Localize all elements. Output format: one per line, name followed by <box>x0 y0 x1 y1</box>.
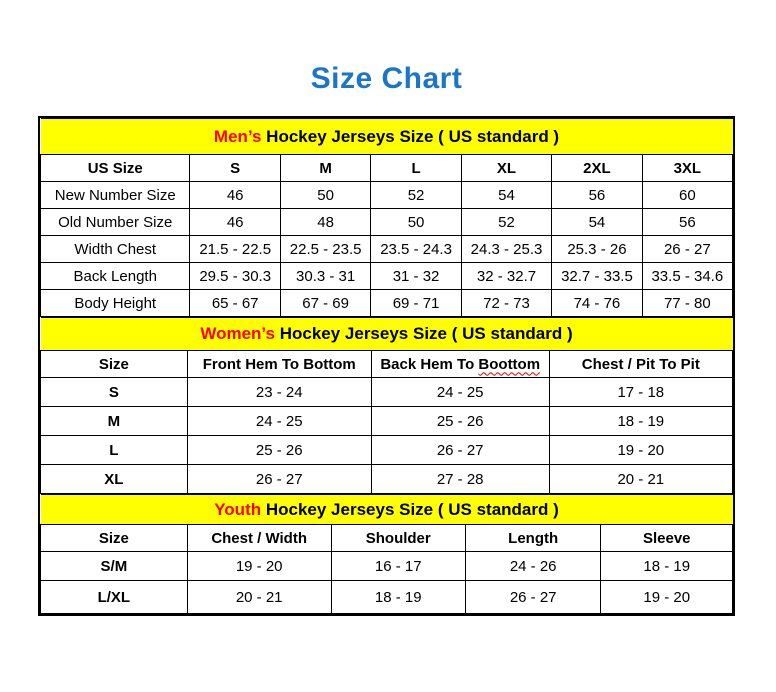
table-cell: 54 <box>461 182 551 209</box>
column-header: L <box>371 155 461 182</box>
row-label: S/M <box>41 552 188 581</box>
table-cell: 20 - 21 <box>187 581 331 614</box>
table-cell: 18 - 19 <box>549 407 732 436</box>
table-cell: 46 <box>190 182 280 209</box>
column-header: Chest / Width <box>187 525 331 552</box>
column-header-misspelled <box>371 351 549 378</box>
table-cell: 24 - 26 <box>465 552 601 581</box>
table-cell: 23 - 24 <box>187 378 371 407</box>
table-cell: 26 - 27 <box>465 581 601 614</box>
page-title: Size Chart <box>310 62 463 95</box>
youth-banner-row <box>41 495 733 525</box>
table-cell: 20 - 21 <box>549 465 732 494</box>
row-label: Body Height <box>41 290 190 317</box>
table-cell: 17 - 18 <box>549 378 732 407</box>
table-cell: 77 - 80 <box>642 290 732 317</box>
table-cell: 52 <box>461 209 551 236</box>
column-header: S <box>190 155 280 182</box>
table-cell: 25.3 - 26 <box>552 236 642 263</box>
womens-header-row <box>41 351 733 378</box>
column-header: M <box>280 155 370 182</box>
mens-banner-highlight: Men’s <box>213 126 262 146</box>
column-header: 3XL <box>642 155 732 182</box>
table-row <box>41 581 733 614</box>
column-header: US Size <box>41 155 190 182</box>
table-cell: 56 <box>552 182 642 209</box>
table-cell: 67 - 69 <box>280 290 370 317</box>
table-cell: 22.5 - 23.5 <box>280 236 370 263</box>
row-label: New Number Size <box>41 182 190 209</box>
table-cell: 52 <box>371 182 461 209</box>
table-cell: 50 <box>280 182 370 209</box>
table-cell: 19 - 20 <box>601 581 733 614</box>
table-cell: 25 - 26 <box>187 436 371 465</box>
table-cell: 26 - 27 <box>187 465 371 494</box>
table-cell: 54 <box>552 209 642 236</box>
table-cell: 32 - 32.7 <box>461 263 551 290</box>
table-cell: 16 - 17 <box>331 552 465 581</box>
mens-header-row <box>41 155 733 182</box>
table-cell: 48 <box>280 209 370 236</box>
column-header: Sleeve <box>601 525 733 552</box>
womens-banner-text: Hockey Jerseys Size ( US standard ) <box>274 324 573 343</box>
row-label: M <box>41 407 188 436</box>
table-cell: 24.3 - 25.3 <box>461 236 551 263</box>
youth-header-row <box>41 525 733 552</box>
table-cell: 50 <box>371 209 461 236</box>
table-row <box>41 290 733 317</box>
row-label: Old Number Size <box>41 209 190 236</box>
table-cell: 65 - 67 <box>190 290 280 317</box>
table-cell: 46 <box>190 209 280 236</box>
table-cell: 56 <box>642 209 732 236</box>
column-header: Length <box>465 525 601 552</box>
misspell-prefix: Back Hem To <box>380 355 479 373</box>
table-row <box>41 236 733 263</box>
table-cell: 25 - 26 <box>371 407 549 436</box>
table-row <box>41 378 733 407</box>
table-cell: 29.5 - 30.3 <box>190 263 280 290</box>
row-label: XL <box>41 465 188 494</box>
table-cell: 60 <box>642 182 732 209</box>
table-cell: 74 - 76 <box>552 290 642 317</box>
table-cell: 30.3 - 31 <box>280 263 370 290</box>
table-cell: 19 - 20 <box>187 552 331 581</box>
table-cell: 24 - 25 <box>371 378 549 407</box>
womens-banner-row <box>41 318 733 351</box>
table-row <box>41 465 733 494</box>
womens-banner <box>41 318 733 351</box>
table-cell: 26 - 27 <box>371 436 549 465</box>
column-header: Size <box>41 351 188 378</box>
youth-banner <box>41 495 733 525</box>
mens-size-table <box>40 118 733 317</box>
table-cell: 27 - 28 <box>371 465 549 494</box>
youth-banner-text: Hockey Jerseys Size ( US standard ) <box>261 499 559 519</box>
mens-banner <box>41 119 733 155</box>
mens-banner-text: Hockey Jerseys Size ( US standard ) <box>261 126 560 146</box>
table-row <box>41 407 733 436</box>
table-cell: 21.5 - 22.5 <box>190 236 280 263</box>
column-header: Size <box>41 525 188 552</box>
row-label: Width Chest <box>41 236 190 263</box>
size-chart-tables <box>38 116 735 616</box>
table-cell: 26 - 27 <box>642 236 732 263</box>
column-header: XL <box>461 155 551 182</box>
table-cell: 33.5 - 34.6 <box>642 263 732 290</box>
row-label: Back Length <box>41 263 190 290</box>
column-header: 2XL <box>552 155 642 182</box>
womens-size-table <box>40 317 733 494</box>
column-header: Chest / Pit To Pit <box>549 351 732 378</box>
table-cell: 18 - 19 <box>601 552 733 581</box>
table-cell: 31 - 32 <box>371 263 461 290</box>
youth-size-table <box>40 494 733 614</box>
table-cell: 24 - 25 <box>187 407 371 436</box>
size-chart-page <box>38 0 735 616</box>
table-row <box>41 552 733 581</box>
table-row <box>41 182 733 209</box>
column-header: Front Hem To Bottom <box>187 351 371 378</box>
table-cell: 23.5 - 24.3 <box>371 236 461 263</box>
table-cell: 19 - 20 <box>549 436 732 465</box>
table-row <box>41 263 733 290</box>
table-cell: 69 - 71 <box>371 290 461 317</box>
column-header: Shoulder <box>331 525 465 552</box>
row-label: L <box>41 436 188 465</box>
misspelled-word: Boottom <box>478 355 541 373</box>
mens-banner-row <box>41 119 733 155</box>
table-cell: 72 - 73 <box>461 290 551 317</box>
table-cell: 18 - 19 <box>331 581 465 614</box>
table-cell: 32.7 - 33.5 <box>552 263 642 290</box>
womens-banner-highlight: Women’s <box>200 324 275 343</box>
row-label: S <box>41 378 188 407</box>
youth-banner-highlight: Youth <box>214 499 262 519</box>
row-label: L/XL <box>41 581 188 614</box>
table-row <box>41 436 733 465</box>
table-row <box>41 209 733 236</box>
